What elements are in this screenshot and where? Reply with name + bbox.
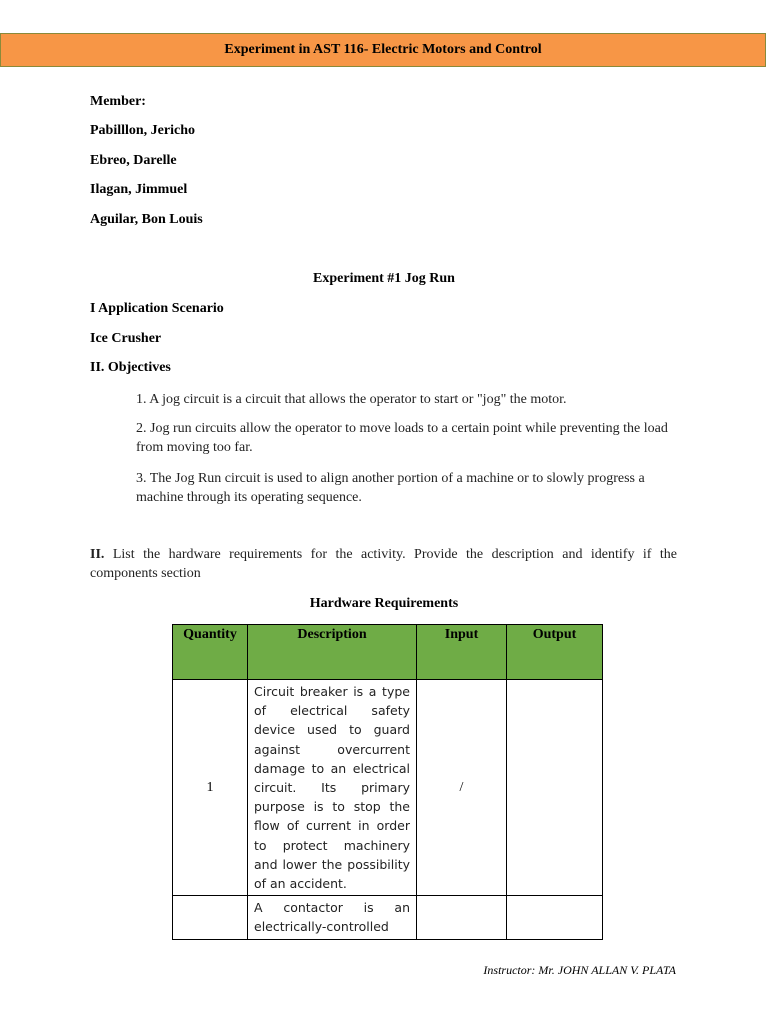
objective-item: 3. The Jog Run circuit is used to align another portion of a machine or to slowly progress a machine through its operating sequence. (136, 471, 645, 505)
header-input: Input (417, 625, 507, 680)
hardware-lead: II. (90, 547, 105, 562)
table-row (173, 680, 603, 896)
hardware-instructions (90, 545, 677, 583)
objective-item: 1. A jog circuit is a circuit that allows the operator to start or "jog" the motor. (136, 392, 567, 407)
instructor-footer: Instructor: Mr. JOHN ALLAN V. PLATA (483, 963, 676, 977)
header-description: Description (248, 625, 417, 680)
member-name: Ilagan, Jimmuel (90, 182, 188, 197)
member-name: Pabilllon, Jericho (90, 123, 195, 138)
cell-description: A contactor is an electrically-controlled (248, 896, 417, 939)
table-header-row (173, 625, 603, 680)
cell-output (507, 896, 603, 939)
cell-output (507, 680, 603, 896)
experiment-title: Experiment #1 Jog Run (313, 271, 455, 286)
cell-quantity: 1 (173, 680, 248, 896)
cell-quantity (173, 896, 248, 939)
header-banner (0, 33, 766, 67)
cell-input (417, 896, 507, 939)
scenario-heading: I Application Scenario (90, 301, 224, 316)
scenario-value: Ice Crusher (90, 331, 162, 346)
hardware-table (172, 624, 603, 940)
table-title: Hardware Requirements (309, 596, 459, 611)
banner-title: Experiment in AST 116- Electric Motors and Control (224, 42, 542, 57)
cell-description: Circuit breaker is a type of electrical safety device used to guard against overcurrent damage to an electrical circuit. Its primary purpose is to stop the flow of current in order to protect machinery and lower the possibility of an accident. (248, 680, 417, 896)
members-label: Member: (90, 94, 146, 109)
member-name: Aguilar, Bon Louis (90, 212, 203, 227)
cell-input: / (417, 680, 507, 896)
header-quantity: Quantity (173, 625, 248, 680)
hardware-text: List the hardware requirements for the activity. Provide the description and identify if the components section (90, 547, 677, 581)
objective-item: 2. Jog run circuits allow the operator to move loads to a certain point while preventing the load from moving too far. (136, 421, 668, 455)
member-name: Ebreo, Darelle (90, 153, 177, 168)
header-output: Output (507, 625, 603, 680)
table-row (173, 896, 603, 939)
objectives-heading: II. Objectives (90, 360, 171, 375)
